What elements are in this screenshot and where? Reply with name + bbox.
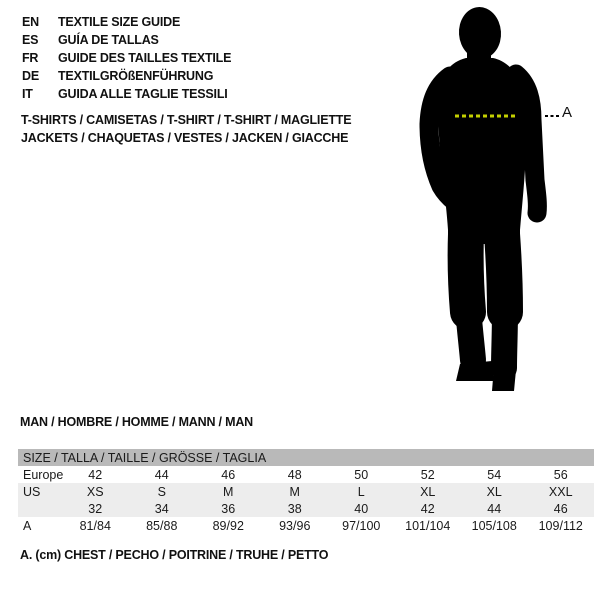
size-cell: 36: [195, 500, 262, 517]
language-code: DE: [22, 69, 39, 83]
size-cell: 56: [553, 467, 568, 482]
size-cell: M: [195, 483, 262, 500]
language-row: [22, 85, 231, 103]
size-cell: 93/96: [279, 518, 311, 533]
size-cell: 44: [154, 467, 169, 482]
size-cell: 97/100: [342, 518, 381, 533]
left-foot: [456, 361, 494, 381]
size-cell: XL: [461, 483, 528, 500]
size-table-header: SIZE / TALLA / TAILLE / GRÖSSE / TAGLIA: [18, 449, 594, 466]
language-title: GUIDE DES TAILLES TEXTILE: [58, 51, 232, 65]
language-title: TEXTILGRÖßENFÜHRUNG: [58, 69, 214, 83]
language-row: [22, 49, 231, 67]
language-list: [22, 13, 231, 103]
language-title: TEXTILE SIZE GUIDE: [58, 15, 181, 29]
row-label: [18, 500, 62, 517]
left-calf: [468, 308, 473, 360]
section-title: MAN / HOMBRE / HOMME / MANN / MAN: [20, 415, 253, 429]
size-cell: XXL: [528, 483, 595, 500]
size-cell: 54: [487, 467, 502, 482]
size-cell: 44: [461, 500, 528, 517]
table-row-us-numeric: [18, 500, 594, 517]
size-cell: 32: [62, 500, 129, 517]
size-cell: XL: [395, 483, 462, 500]
size-table-header-row: [18, 449, 594, 466]
size-cell: 101/104: [405, 518, 451, 533]
size-table: [18, 449, 594, 534]
language-title: GUIDA ALLE TAGLIE TESSILI: [58, 87, 228, 101]
language-code: IT: [22, 87, 33, 101]
size-cell: 81/84: [79, 518, 111, 533]
language-row: [22, 13, 231, 31]
size-cell: XS: [62, 483, 129, 500]
category-line-jackets: JACKETS / CHAQUETAS / VESTES / JACKEN / GIACCHE: [21, 131, 349, 145]
category-lines: [21, 111, 351, 147]
language-code: EN: [22, 15, 39, 29]
table-row-us: [18, 483, 594, 500]
right-foot: [492, 366, 516, 391]
size-cell: 50: [354, 467, 369, 482]
man-silhouette: [429, 6, 559, 391]
size-cell: 89/92: [212, 518, 244, 533]
row-label: A: [23, 518, 32, 533]
size-cell: 38: [262, 500, 329, 517]
language-code: FR: [22, 51, 39, 65]
language-title: GUÍA DE TALLAS: [58, 33, 159, 47]
row-label: Europe: [23, 467, 64, 482]
size-cell: 48: [287, 467, 302, 482]
measurement-a-label: A: [562, 104, 573, 121]
size-cell: 85/88: [146, 518, 178, 533]
size-cell: 42: [88, 467, 103, 482]
right-calf: [504, 308, 505, 368]
size-cell: 46: [221, 467, 236, 482]
size-cell: M: [262, 483, 329, 500]
size-cell: 46: [528, 500, 595, 517]
language-row: [22, 31, 231, 49]
language-code: ES: [22, 33, 39, 47]
size-cell: 34: [129, 500, 196, 517]
man-silhouette-svg: [400, 0, 600, 400]
size-cell: S: [129, 483, 196, 500]
size-cell: 40: [328, 500, 395, 517]
size-cell: 109/112: [538, 518, 583, 533]
size-cell: 42: [395, 500, 462, 517]
row-label: US: [18, 483, 62, 500]
size-cell: 52: [420, 467, 435, 482]
table-row-europe: [18, 466, 594, 483]
size-cell: 105/108: [471, 518, 517, 533]
category-line-tshirts: T-SHIRTS / CAMISETAS / T-SHIRT / T-SHIRT / MAGLIETTE: [21, 113, 352, 127]
table-row-chest-a: [18, 517, 594, 534]
man-figure: [400, 0, 600, 400]
measurement-footnote: A. (cm) CHEST / PECHO / POITRINE / TRUHE / PETTO: [20, 548, 329, 562]
size-cell: L: [328, 483, 395, 500]
language-row: [22, 67, 231, 85]
